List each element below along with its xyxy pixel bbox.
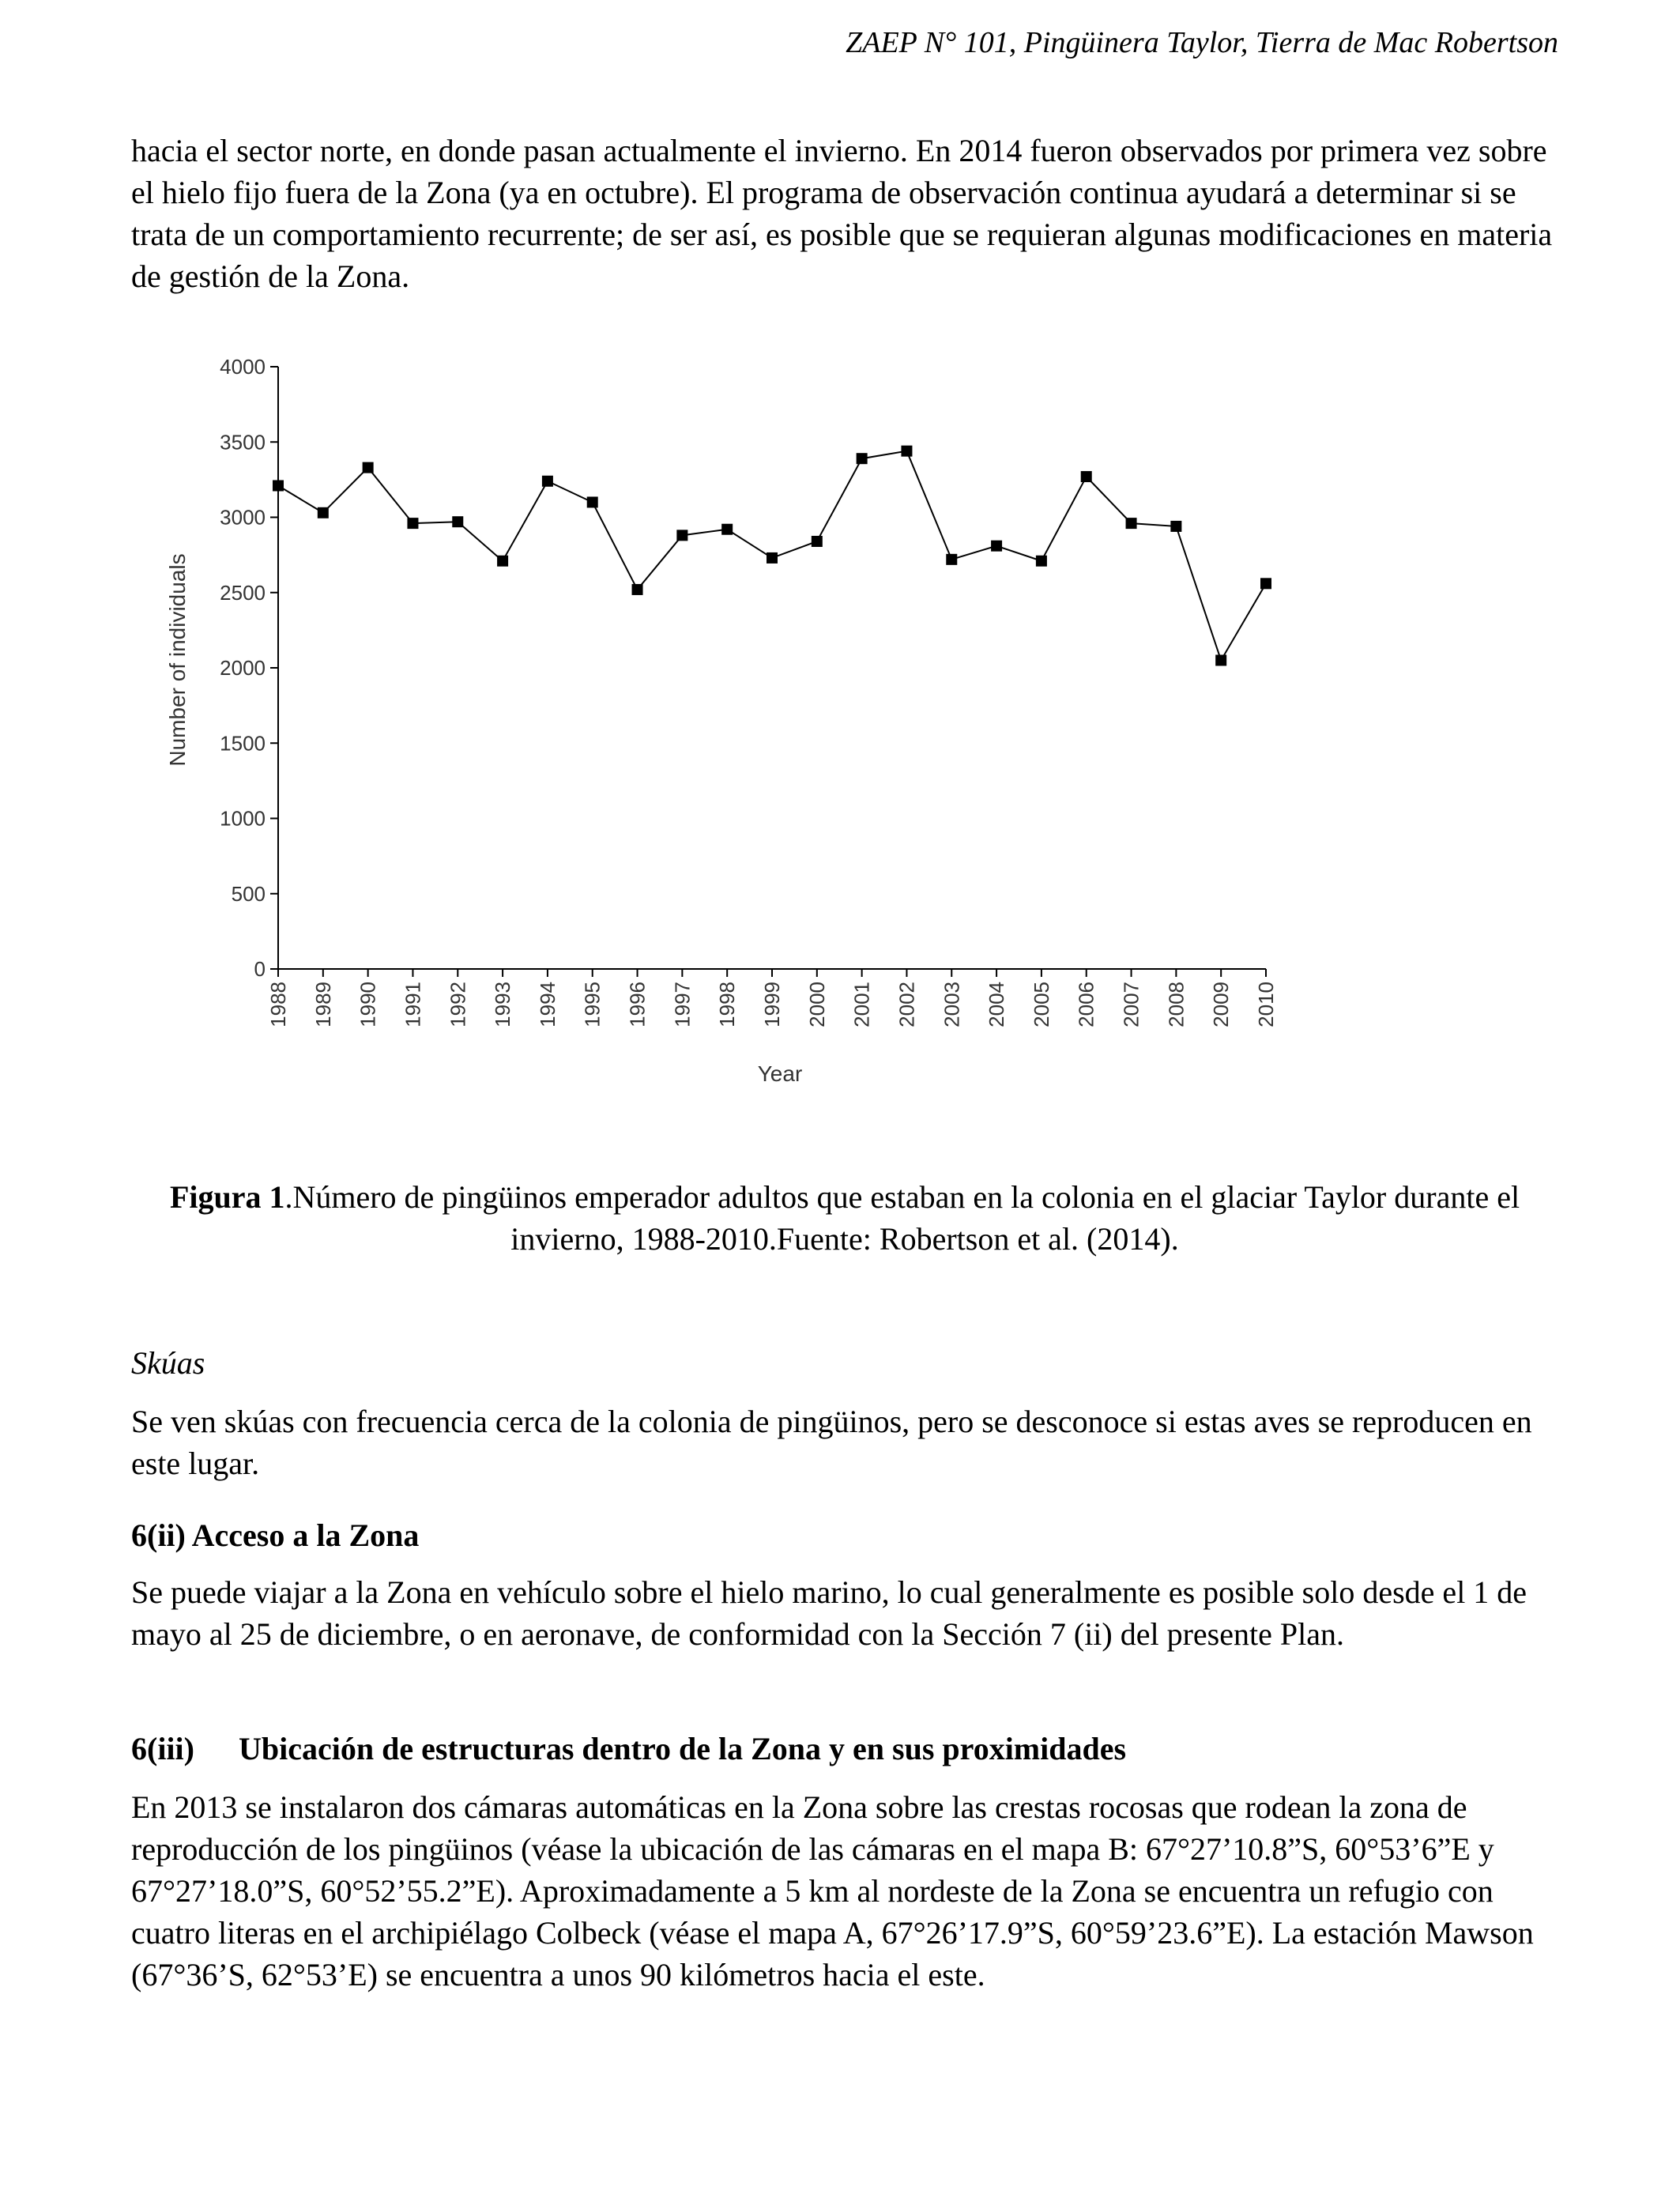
y-tick-label: 2500 [220,580,266,605]
figure-caption [131,1176,1558,1260]
data-point-marker [407,518,418,529]
y-tick-label: 1000 [220,806,266,831]
x-tick-label: 2002 [895,982,919,1027]
data-point-marker [1081,471,1092,482]
data-point-marker [1036,556,1047,567]
y-tick-label: 3500 [220,430,266,454]
x-axis-title: Year [757,1061,803,1086]
y-tick-label: 1500 [220,731,266,756]
x-tick-label: 1997 [670,982,695,1027]
data-point-marker [991,541,1002,552]
data-point-marker [542,476,553,487]
data-point-marker [767,552,778,564]
x-tick-label: 1991 [401,982,425,1027]
access-heading: 6(ii) Acceso a la Zona [131,1517,420,1553]
data-point-marker [946,554,957,565]
structures-heading-text: Ubicación de estructuras dentro de la Zona y en sus proximidades [239,1731,1127,1766]
figure-caption-label: Figura 1 [169,1179,285,1215]
data-point-marker [452,516,463,527]
x-tick-label: 2008 [1164,982,1188,1027]
x-tick-label: 1992 [446,982,470,1027]
x-tick-label: 2003 [940,982,964,1027]
data-point-marker [676,530,687,541]
x-tick-label: 1990 [356,982,380,1027]
structures-heading [131,1728,1126,1770]
figure-caption-text: .Número de pingüinos emperador adultos que estaban en la colonia en el glaciar Taylor durante el invierno, 1988-2010.Fuente: Robertson et al. (2014). [284,1179,1520,1257]
x-tick-label: 2004 [985,982,1009,1027]
x-tick-label: 2005 [1029,982,1053,1027]
skuas-paragraph: Se ven skúas con frecuencia cerca de la colonia de pingüinos, pero se desconoce si estas aves se reproducen en este lugar. [131,1404,1532,1481]
x-tick-label: 1993 [491,982,515,1027]
y-tick-label: 4000 [220,355,266,379]
x-tick-label: 1995 [580,982,605,1027]
skuas-heading: Skúas [131,1345,205,1381]
y-tick-label: 2000 [220,656,266,680]
intro-paragraph: hacia el sector norte, en donde pasan actualmente el invierno. En 2014 fueron observados por primera vez sobre el hielo fijo fuera de la Zona (ya en octubre). El programa de observación continua ayudará a determinar si se trata de un comportamiento recurrente; de ser así, es posible que se requieran algunas modificaciones en materia de gestión de la Zona. [131,133,1553,294]
x-tick-label: 1996 [625,982,650,1027]
data-point-marker [812,536,823,547]
x-tick-label: 2000 [804,982,829,1027]
x-tick-label: 2009 [1209,982,1234,1027]
running-header: ZAEP N° 101, Pingüinera Taylor, Tierra de Mac Robertson [846,26,1558,59]
y-tick-label: 500 [231,881,266,906]
data-point-marker [497,556,508,567]
x-tick-label: 1989 [311,982,335,1027]
x-tick-label: 2010 [1254,982,1278,1027]
population-chart-svg [150,348,1312,1106]
data-point-marker [1170,521,1181,532]
y-tick-label: 0 [254,957,266,981]
data-point-marker [273,480,284,491]
data-point-marker [857,453,868,464]
data-point-marker [1126,518,1137,529]
structures-heading-number: 6(iii) [131,1731,194,1766]
data-point-marker [363,462,374,473]
x-tick-label: 1998 [715,982,740,1027]
x-tick-label: 1999 [760,982,784,1027]
x-tick-label: 1994 [535,982,559,1027]
x-tick-label: 2001 [849,982,874,1027]
data-point-marker [1260,578,1271,589]
data-point-marker [587,496,598,507]
y-tick-label: 3000 [220,505,266,530]
data-point-marker [721,524,733,535]
x-tick-label: 2006 [1074,982,1098,1027]
x-tick-label: 2007 [1119,982,1143,1027]
x-tick-label: 1988 [266,982,290,1027]
population-chart [150,348,1312,1106]
y-axis-title: Number of individuals [165,553,190,767]
data-point-marker [318,507,329,518]
data-point-marker [1215,654,1226,665]
structures-paragraph: En 2013 se instalaron dos cámaras automáticas en la Zona sobre las crestas rocosas que rodean la zona de reproducción de los pingüinos (véase la ubicación de las cámaras en el mapa B: 67°27’10.8”S, 60°53’6”E y 67°27’18.0”S, 60°52’55.2”E). Aproximadamente a 5 km al nordeste de la Zona se encuentra un refugio con cuatro literas en el archipiélago Colbeck (véase el mapa A, 67°26’17.9”S, 60°59’23.6”E). La estación Mawson (67°36’S, 62°53’E) se encuentra a unos 90 kilómetros hacia el este. [131,1789,1534,1992]
data-point-marker [632,584,643,595]
access-paragraph: Se puede viajar a la Zona en vehículo sobre el hielo marino, lo cual generalmente es posible solo desde el 1 de mayo al 25 de diciembre, o en aeronave, de conformidad con la Sección 7 (ii) del presente Plan. [131,1574,1527,1652]
data-point-marker [901,446,912,457]
